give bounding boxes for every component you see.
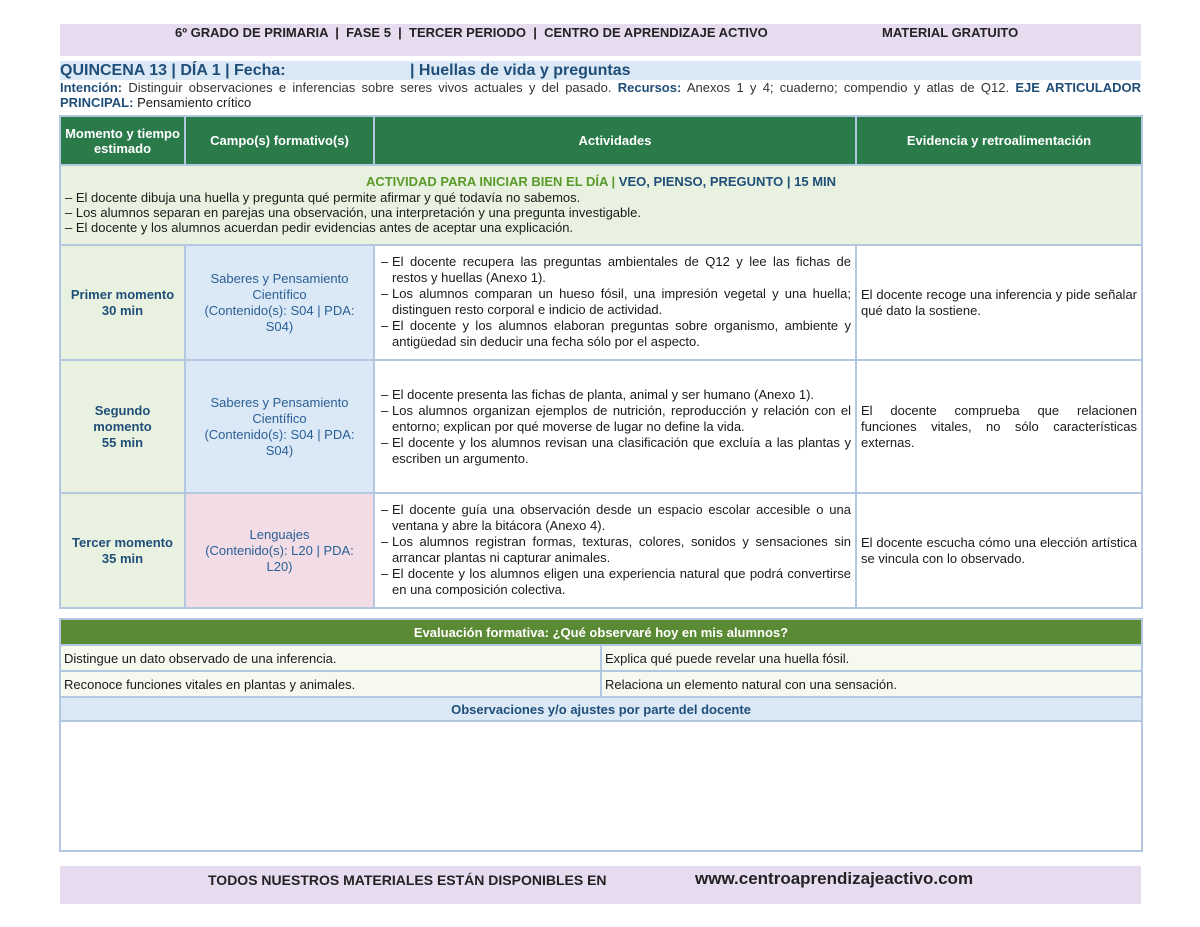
recursos-label: Recursos: [617,80,682,95]
planning-table [59,115,1143,609]
moment-name: Segundo momento [93,402,152,434]
evaluation-item: Reconoce funciones vitales en plantas y animales. [60,671,601,697]
campo-cell [185,245,374,360]
title-bar [60,61,1141,80]
campo-contenido: (Contenido(s): S04 | PDA: S04) [204,302,355,334]
inicio-title-blue: VEO, PIENSO, PREGUNTO | 15 MIN [618,174,837,189]
footer-banner [60,866,1141,904]
footer-url-link[interactable]: www.centroaprendizajeactivo.com [695,869,974,888]
evidence-cell: El docente recoge una inferencia y pide señalar qué dato la sostiene. [856,245,1142,360]
table-header-row [60,116,1142,165]
moment-name: Tercer momento [72,534,173,550]
intencion-label: Intención: [60,80,123,95]
evaluation-row [60,671,1142,697]
activity-item: – El docente y los alumnos elaboran preguntas sobre organismo, ambiente y antigüedad sin deducir una fecha sólo por el aspecto. [379,318,851,350]
evaluation-item: Relaciona un elemento natural con una sensación. [601,671,1142,697]
campo-name: Lenguajes [249,526,310,542]
evidence-cell: El docente escucha cómo una elección artística se vincula con lo observado. [856,493,1142,608]
eje-label: EJE ARTICULADOR PRINCIPAL: [60,80,1141,110]
activities-cell [374,360,856,493]
activity-item: – El docente presenta las fichas de planta, animal y ser humano (Anexo 1). [379,387,851,403]
recursos-text: Anexos 1 y 4; cuaderno; compendio y atlas de Q12. [686,80,1010,95]
inicio-line: – El docente y los alumnos acuerdan pedir evidencias antes de aceptar una explicación. [65,220,574,235]
campo-contenido: (Contenido(s): S04 | PDA: S04) [204,426,355,458]
activities-cell [374,493,856,608]
moment-name: Primer momento [70,286,175,302]
moment-cell [60,493,185,608]
inicio-title-green: ACTIVIDAD PARA INICIAR BIEN EL DÍA | [365,174,619,189]
activity-item: – Los alumnos registran formas, texturas, colores, sonidos y sensaciones sin arrancar plantas ni capturar animales. [379,534,851,566]
footer-text: TODOS NUESTROS MATERIALES ESTÁN DISPONIBLES EN [208,872,607,888]
evaluation-item: Explica qué puede revelar una huella fósil. [601,645,1142,671]
header-evidencia: Evidencia y retroalimentación [856,116,1142,165]
title-topic: | Huellas de vida y preguntas [410,62,631,79]
campo-cell [185,493,374,608]
activity-item: – El docente recupera las preguntas ambientales de Q12 y lee las fichas de restos y huellas (Anexo 1). [379,254,851,286]
banner-grade-info: 6º GRADO DE PRIMARIA | FASE 5 | TERCER PERIODO | CENTRO DE APRENDIZAJE ACTIVO [175,25,768,40]
moment-time: 30 min [101,302,144,318]
table-row [60,493,1142,608]
intencion-text: Distinguir observaciones e inferencias sobre seres vivos actuales y del pasado. [128,80,612,95]
activity-item: – El docente y los alumnos revisan una clasificación que excluía a las plantas y escriben un argumento. [379,435,851,467]
moment-cell [60,245,185,360]
intro-block [60,80,1141,110]
campo-contenido: (Contenido(s): L20 | PDA: L20) [205,542,354,574]
campo-cell [185,360,374,493]
table-row [60,360,1142,493]
header-momento: Momento y tiempo estimado [60,116,185,165]
activity-item: – Los alumnos comparan un hueso fósil, una impresión vegetal y una huella; distinguen resto corporal e indicio de actividad. [379,286,851,318]
observations-area[interactable] [60,721,1142,851]
moment-cell [60,360,185,493]
header-actividades: Actividades [374,116,856,165]
campo-name: Saberes y Pensamiento Científico [210,394,349,426]
title-quincena: QUINCENA 13 | DÍA 1 | Fecha: [60,62,286,79]
moment-time: 35 min [101,550,144,566]
header-campo: Campo(s) formativo(s) [185,116,374,165]
eje-text: Pensamiento crítico [137,95,252,110]
evaluation-item: Distingue un dato observado de una inferencia. [60,645,601,671]
campo-name: Saberes y Pensamiento Científico [210,270,349,302]
activity-item: – El docente y los alumnos eligen una experiencia natural que podrá convertirse en una composición colectiva. [379,566,851,598]
inicio-row [60,165,1142,245]
evidence-cell: El docente comprueba que relacionen funciones vitales, no sólo características externas. [856,360,1142,493]
banner-free-material: MATERIAL GRATUITO [882,25,1019,40]
evaluation-table [59,618,1143,852]
evaluation-header: Evaluación formativa: ¿Qué observaré hoy en mis alumnos? [60,619,1142,645]
table-row [60,245,1142,360]
inicio-activity [60,165,1142,245]
top-banner [60,24,1141,56]
inicio-title [65,174,1137,189]
inicio-line: – El docente dibuja una huella y pregunta qué permite afirmar y qué todavía no sabemos. [65,190,581,205]
activities-cell [374,245,856,360]
activity-item: – Los alumnos organizan ejemplos de nutrición, reproducción y relación con el entorno; explican por qué moverse de lugar no define la vida. [379,403,851,435]
moment-time: 55 min [101,434,144,450]
inicio-line: – Los alumnos separan en parejas una observación, una interpretación y una pregunta investigable. [65,205,641,220]
evaluation-row [60,645,1142,671]
observations-header: Observaciones y/o ajustes por parte del docente [60,697,1142,721]
activity-item: – El docente guía una observación desde un espacio escolar accesible o una ventana y abre la bitácora (Anexo 4). [379,502,851,534]
